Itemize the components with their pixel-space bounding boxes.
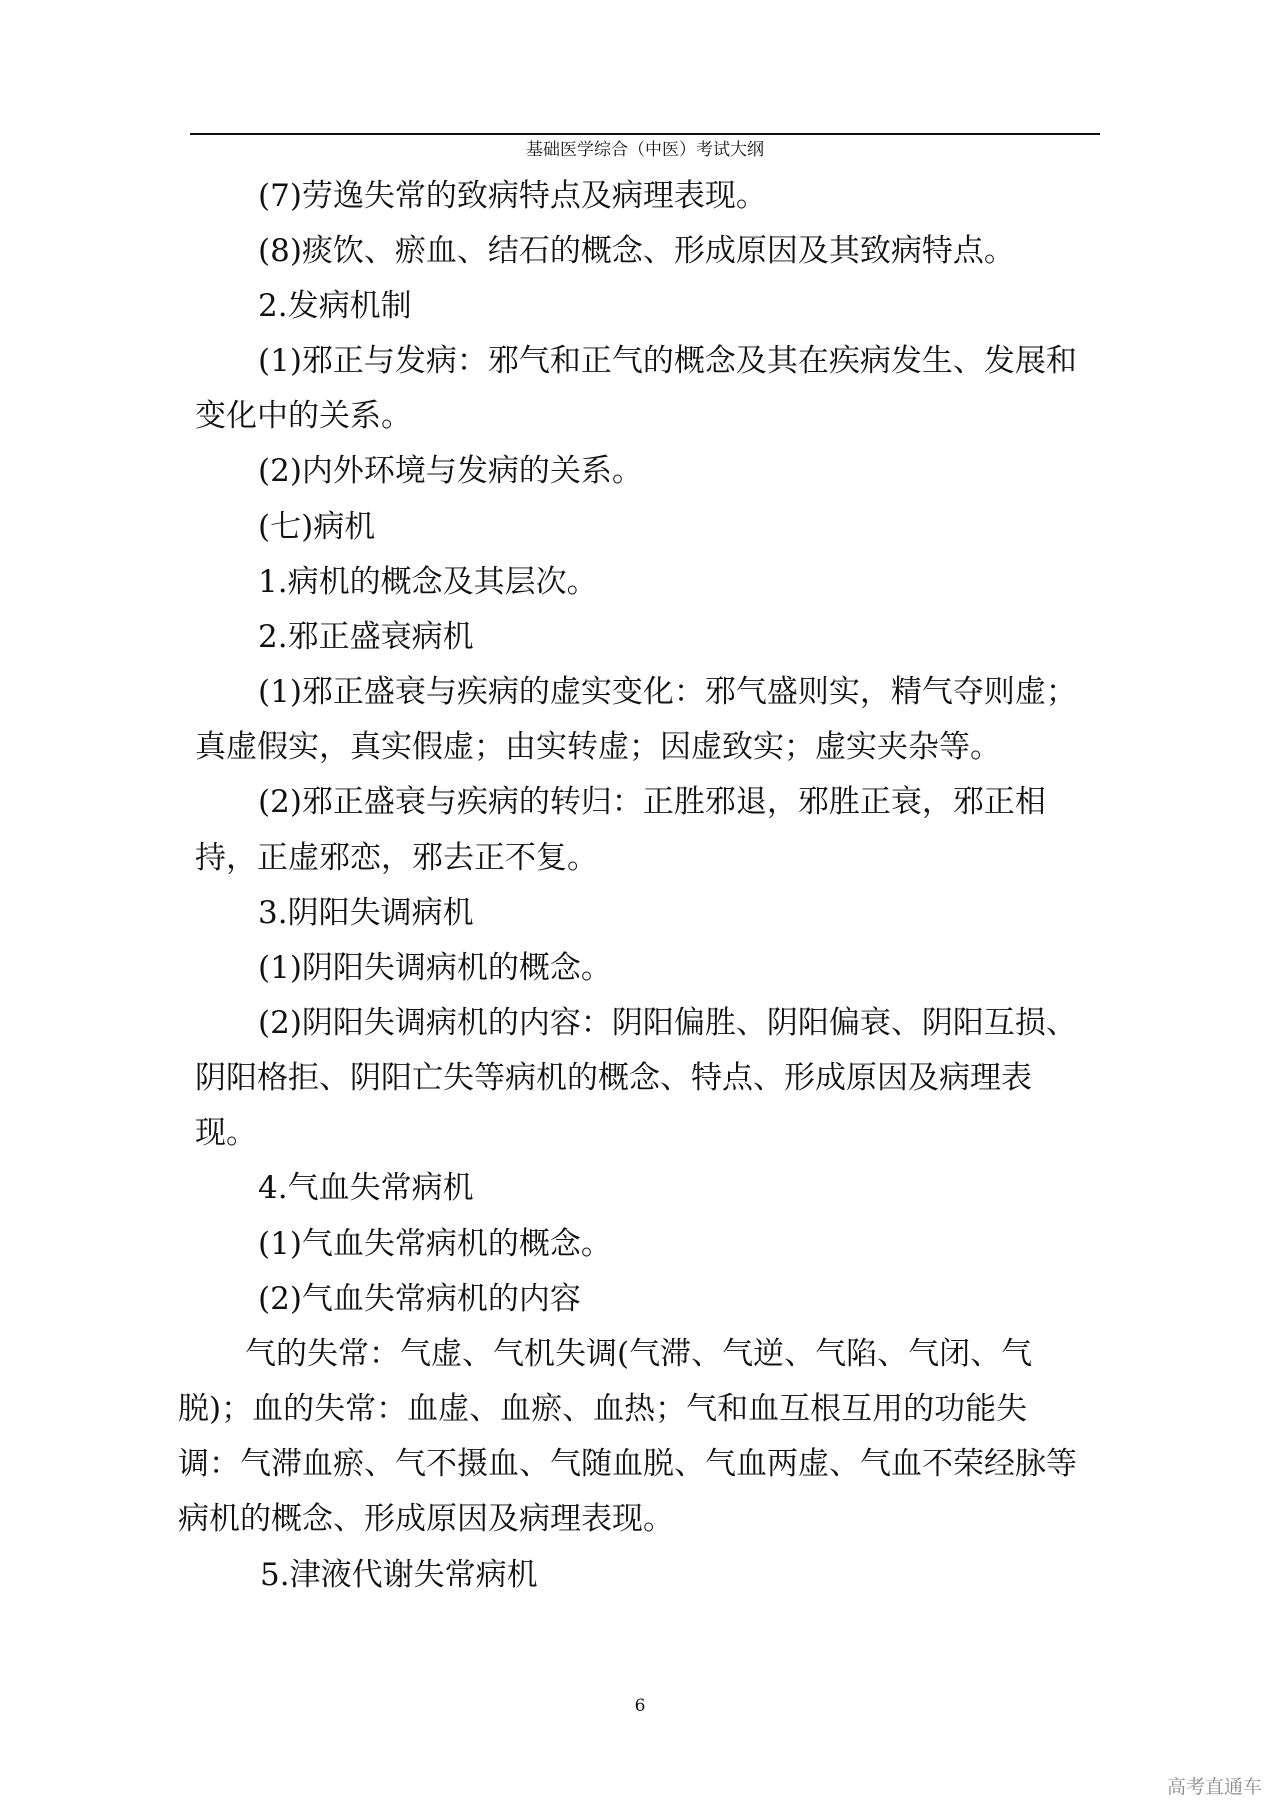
text-line: (1)阴阳失调病机的概念。 [258,950,612,986]
text-line: (2)阴阳失调病机的内容：阴阳偏胜、阴阳偏衰、阴阳互损、 [258,1005,1077,1041]
text-line: 脱)；血的失常：血虚、血瘀、血热；气和血互根互用的功能失 [178,1391,1028,1427]
text-line: (8)痰饮、瘀血、结石的概念、形成原因及其致病特点。 [258,233,1015,269]
text-line: 阴阳格拒、阴阳亡失等病机的概念、特点、形成原因及病理表 [195,1060,1032,1096]
section-heading: (七)病机 [258,509,376,545]
text-line: 气的失常：气虚、气机失调(气滞、气逆、气陷、气闭、气 [245,1336,1033,1372]
page-number: 6 [634,1696,646,1716]
text-line: 现。 [195,1115,257,1151]
text-line: 4.气血失常病机 [258,1170,474,1206]
text-line: (1)邪正与发病：邪气和正气的概念及其在疾病发生、发展和 [258,343,1077,379]
text-line: 持，正虚邪恋，邪去正不复。 [195,840,598,876]
watermark-text: 高考直通车 [1166,1776,1262,1798]
text-line: 5.津液代谢失常病机 [260,1557,538,1593]
text-line: 2.发病机制 [258,288,412,324]
text-line: (7)劳逸失常的致病特点及病理表现。 [258,178,767,214]
text-line: (1)邪正盛衰与疾病的虚实变化：邪气盛则实，精气夺则虚； [258,674,1077,710]
running-header: 基础医学综合（中医）考试大纲 [526,140,764,160]
text-line: (1)气血失常病机的概念。 [258,1226,612,1262]
text-line: (2)内外环境与发病的关系。 [258,453,643,489]
text-line: (2)气血失常病机的内容 [258,1281,581,1317]
text-line: 3.阴阳失调病机 [258,895,474,931]
text-line: (2)邪正盛衰与疾病的转归：正胜邪退，邪胜正衰，邪正相 [258,784,1046,820]
text-line: 1.病机的概念及其层次。 [258,564,598,600]
text-line: 真虚假实，真实假虚；由实转虚；因虚致实；虚实夹杂等。 [195,729,1001,765]
text-line: 调：气滞血瘀、气不摄血、气随血脱、气血两虚、气血不荣经脉等 [178,1446,1077,1482]
text-line: 病机的概念、形成原因及病理表现。 [178,1501,674,1537]
text-line: 变化中的关系。 [195,398,412,434]
text-line: 2.邪正盛衰病机 [258,619,474,655]
